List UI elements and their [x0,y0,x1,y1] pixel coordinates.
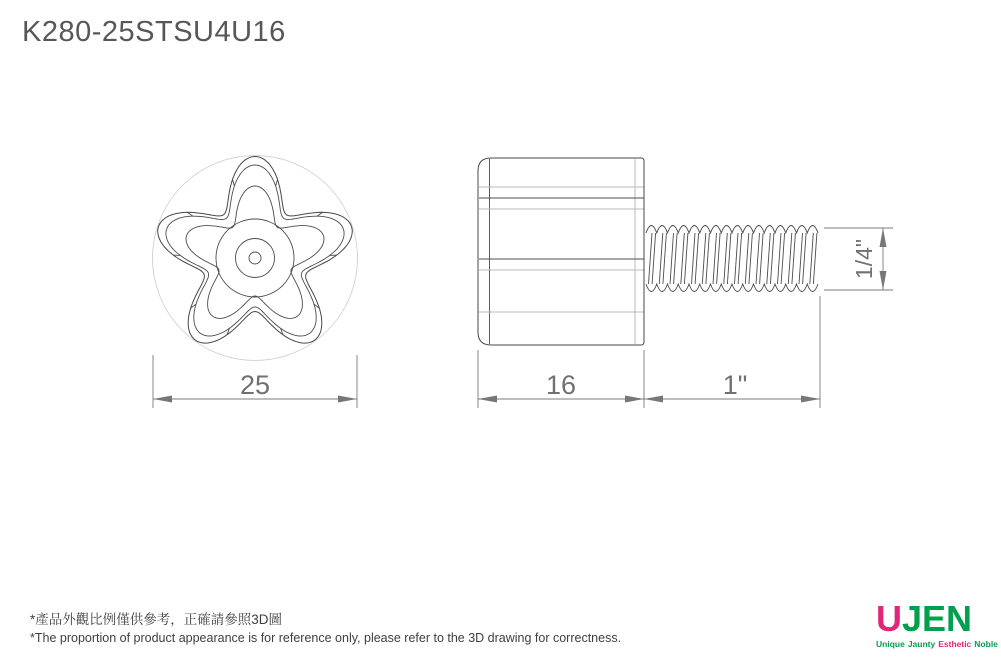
arrow-25-right [338,396,357,403]
dim-thread-length-label: 1" [722,370,748,400]
thread-pattern [646,226,818,292]
knob-boss-circle [216,219,294,297]
knob-center-hole [249,252,261,264]
arrow-25-left [153,396,172,403]
tagline-word-esthetic: Esthetic [938,639,972,649]
dim-knob-diameter-label: 25 [239,370,271,400]
dim-thread-diameter-label: 1/4" [851,238,877,280]
disclaimer-en: *The proportion of product appearance is for reference only, please refer to the 3D drawing for correctness. [30,631,622,645]
tagline-word-noble: Noble [974,639,998,649]
knob-outline-chamfer [166,165,344,336]
dim-knob-width-label: 16 [545,370,577,400]
tagline-word-jaunty: Jaunty [907,639,936,649]
side-view [478,158,818,345]
ujen-logo [876,598,998,649]
arrow-1in-left [644,396,663,403]
arrow-quarter-bottom [880,271,887,290]
arrow-16-right [625,396,644,403]
arrow-16-left [478,396,497,403]
logo-letter-u: U [876,598,902,639]
arrow-quarter-top [880,228,887,247]
knob-recess-circle [236,239,275,278]
tagline-word-unique: Unique [876,639,905,649]
knob-outline-outer [158,157,353,344]
arrow-1in-right [801,396,820,403]
footer-disclaimer [30,608,621,645]
page-title: K280-25STSU4U16 [22,16,286,48]
logo-tagline [876,639,998,649]
front-view [153,156,358,361]
disclaimer-zh: *產品外觀比例僅供參考，正確請參照3D圖 [30,612,283,627]
logo-wordmark [876,598,998,639]
knob-body-outline [478,158,644,345]
logo-letters-jen: JEN [902,598,973,639]
